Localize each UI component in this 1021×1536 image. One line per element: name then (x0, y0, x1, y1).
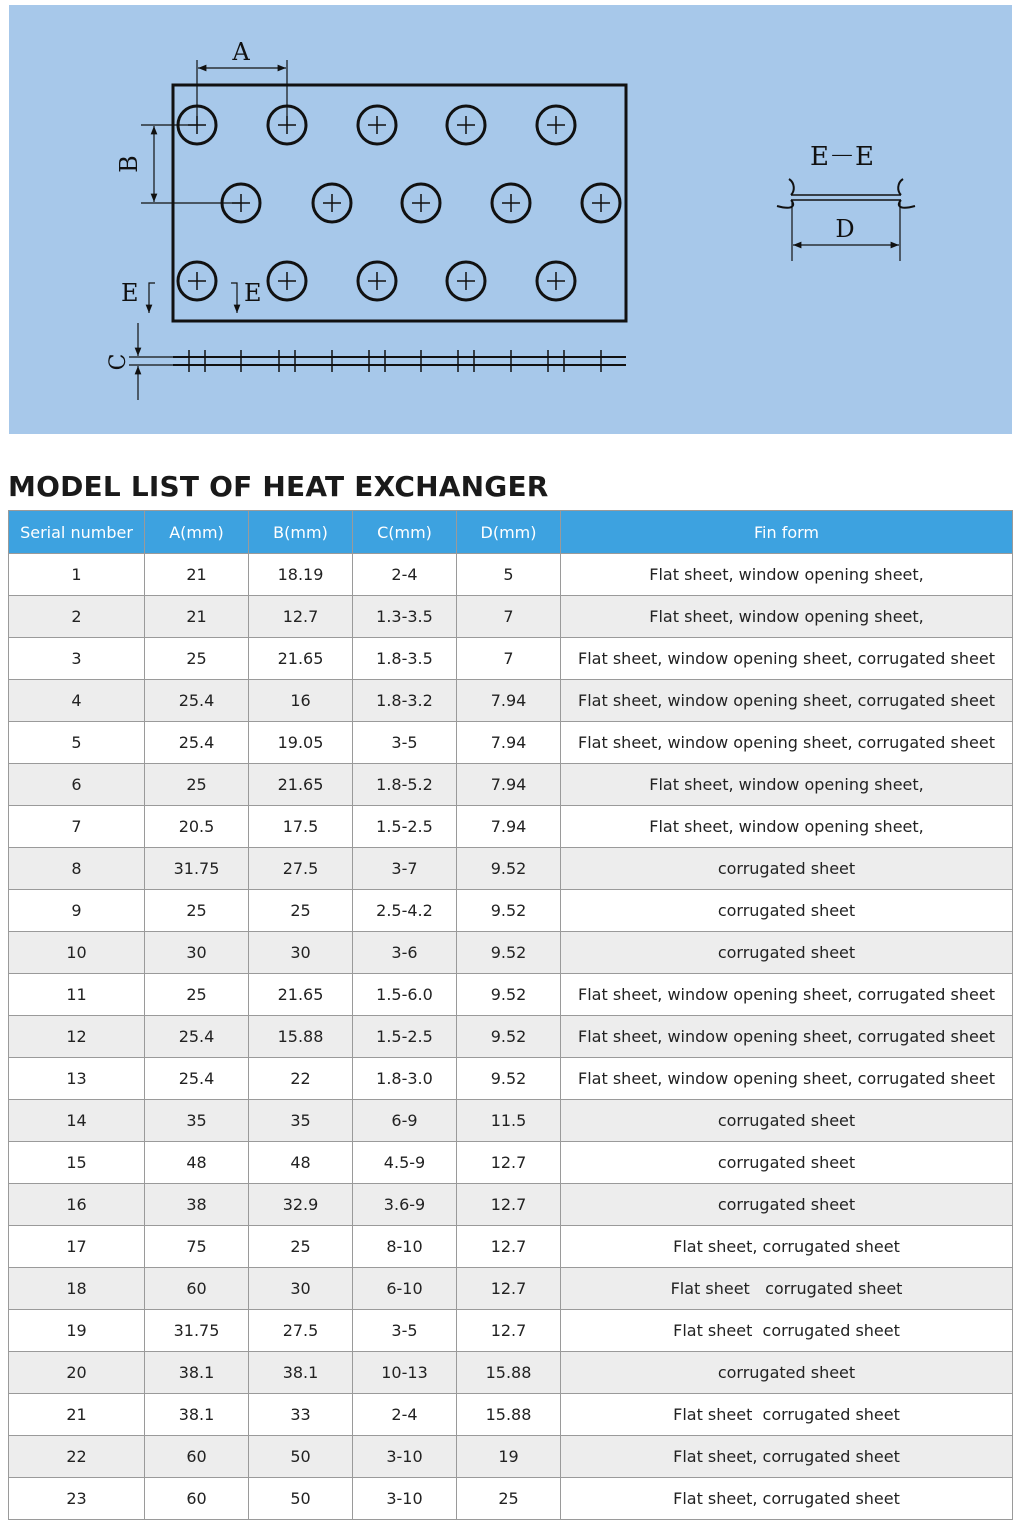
tube-hole (492, 184, 530, 222)
section-marker-right (231, 279, 262, 313)
table-cell-d-mm: 12.7 (457, 1184, 561, 1226)
column-header-c-mm: C(mm) (353, 511, 457, 554)
table-row (9, 1310, 1013, 1352)
fin-side-profile (173, 350, 626, 372)
table-cell-fin-form: Flat sheet, window opening sheet, corrugated sheet (561, 722, 1013, 764)
table-cell-fin-form: Flat sheet, window opening sheet, corrugated sheet (561, 1016, 1013, 1058)
table-cell-fin-form: corrugated sheet (561, 848, 1013, 890)
section-e-e (777, 142, 915, 261)
table-cell-b-mm: 27.5 (249, 848, 353, 890)
table-cell-a-mm: 25 (145, 974, 249, 1016)
table-cell-b-mm: 48 (249, 1142, 353, 1184)
tube-hole (358, 262, 396, 300)
table-cell-fin-form: Flat sheet corrugated sheet (561, 1394, 1013, 1436)
table-cell-serial-number: 10 (9, 932, 145, 974)
table-row (9, 1352, 1013, 1394)
table-cell-fin-form: Flat sheet, window opening sheet, (561, 806, 1013, 848)
table-cell-b-mm: 25 (249, 890, 353, 932)
table-cell-serial-number: 18 (9, 1268, 145, 1310)
table-row (9, 1394, 1013, 1436)
table-cell-b-mm: 21.65 (249, 764, 353, 806)
section-marker-left-label: E (121, 279, 139, 307)
table-cell-b-mm: 32.9 (249, 1184, 353, 1226)
table-row (9, 806, 1013, 848)
tube-hole (582, 184, 620, 222)
table-cell-a-mm: 21 (145, 554, 249, 596)
table-cell-fin-form: Flat sheet, window opening sheet, corrugated sheet (561, 680, 1013, 722)
dimension-b-label: B (115, 155, 143, 173)
table-row (9, 638, 1013, 680)
table-row (9, 764, 1013, 806)
table-row (9, 1436, 1013, 1478)
table-row (9, 722, 1013, 764)
table-cell-a-mm: 21 (145, 596, 249, 638)
table-cell-fin-form: Flat sheet corrugated sheet (561, 1268, 1013, 1310)
table-cell-b-mm: 35 (249, 1100, 353, 1142)
dimension-a-label: A (232, 38, 250, 66)
tube-hole (447, 106, 485, 144)
table-cell-c-mm: 1.8-3.0 (353, 1058, 457, 1100)
table-cell-fin-form: corrugated sheet (561, 1352, 1013, 1394)
table-cell-serial-number: 8 (9, 848, 145, 890)
table-cell-c-mm: 1.8-3.2 (353, 680, 457, 722)
table-row (9, 932, 1013, 974)
table-cell-c-mm: 3.6-9 (353, 1184, 457, 1226)
table-cell-d-mm: 25 (457, 1478, 561, 1520)
dimension-c-label: C (106, 353, 131, 371)
fin-diagram-panel (9, 5, 1012, 434)
table-cell-fin-form: Flat sheet, corrugated sheet (561, 1436, 1013, 1478)
table-cell-d-mm: 12.7 (457, 1226, 561, 1268)
table-cell-b-mm: 21.65 (249, 974, 353, 1016)
table-cell-c-mm: 6-10 (353, 1268, 457, 1310)
table-cell-a-mm: 75 (145, 1226, 249, 1268)
table-row (9, 554, 1013, 596)
table-cell-fin-form: Flat sheet, window opening sheet, corrugated sheet (561, 1058, 1013, 1100)
table-cell-d-mm: 15.88 (457, 1352, 561, 1394)
tube-hole (402, 184, 440, 222)
model-table (8, 510, 1013, 1520)
table-cell-fin-form: Flat sheet, corrugated sheet (561, 1478, 1013, 1520)
table-cell-c-mm: 8-10 (353, 1226, 457, 1268)
tube-hole (178, 262, 216, 300)
table-cell-a-mm: 60 (145, 1436, 249, 1478)
table-cell-a-mm: 20.5 (145, 806, 249, 848)
table-cell-d-mm: 12.7 (457, 1142, 561, 1184)
fin-plate-diagram (9, 5, 1012, 434)
table-cell-serial-number: 12 (9, 1016, 145, 1058)
table-cell-b-mm: 30 (249, 1268, 353, 1310)
table-cell-fin-form: corrugated sheet (561, 1142, 1013, 1184)
table-cell-c-mm: 4.5-9 (353, 1142, 457, 1184)
table-cell-serial-number: 23 (9, 1478, 145, 1520)
table-cell-c-mm: 6-9 (353, 1100, 457, 1142)
table-cell-d-mm: 9.52 (457, 890, 561, 932)
table-cell-d-mm: 7.94 (457, 806, 561, 848)
table-cell-fin-form: Flat sheet, window opening sheet, (561, 554, 1013, 596)
table-cell-d-mm: 7 (457, 638, 561, 680)
table-cell-serial-number: 22 (9, 1436, 145, 1478)
table-cell-b-mm: 16 (249, 680, 353, 722)
section-marker-right-label: E (244, 279, 262, 307)
table-row (9, 1184, 1013, 1226)
table-cell-c-mm: 10-13 (353, 1352, 457, 1394)
table-cell-b-mm: 50 (249, 1436, 353, 1478)
table-cell-c-mm: 2-4 (353, 554, 457, 596)
column-header-d-mm: D(mm) (457, 511, 561, 554)
table-cell-a-mm: 25 (145, 890, 249, 932)
table-cell-fin-form: corrugated sheet (561, 890, 1013, 932)
table-cell-serial-number: 19 (9, 1310, 145, 1352)
table-header-row (9, 511, 1013, 554)
table-cell-fin-form: Flat sheet, window opening sheet, corrugated sheet (561, 638, 1013, 680)
table-row (9, 680, 1013, 722)
table-cell-b-mm: 17.5 (249, 806, 353, 848)
table-cell-b-mm: 38.1 (249, 1352, 353, 1394)
dimension-b (115, 125, 241, 203)
table-cell-b-mm: 33 (249, 1394, 353, 1436)
table-cell-a-mm: 38.1 (145, 1394, 249, 1436)
table-cell-fin-form: Flat sheet, window opening sheet, (561, 764, 1013, 806)
table-cell-b-mm: 18.19 (249, 554, 353, 596)
table-row (9, 1268, 1013, 1310)
table-row (9, 974, 1013, 1016)
column-header-b-mm: B(mm) (249, 511, 353, 554)
table-cell-d-mm: 5 (457, 554, 561, 596)
table-cell-a-mm: 25.4 (145, 680, 249, 722)
table-cell-a-mm: 25 (145, 638, 249, 680)
table-cell-b-mm: 27.5 (249, 1310, 353, 1352)
table-cell-serial-number: 7 (9, 806, 145, 848)
table-cell-serial-number: 5 (9, 722, 145, 764)
tube-hole (268, 262, 306, 300)
table-cell-d-mm: 7 (457, 596, 561, 638)
table-cell-d-mm: 9.52 (457, 848, 561, 890)
table-cell-serial-number: 13 (9, 1058, 145, 1100)
table-cell-c-mm: 1.8-3.5 (353, 638, 457, 680)
table-cell-c-mm: 1.5-2.5 (353, 1016, 457, 1058)
table-row (9, 1016, 1013, 1058)
tube-hole (358, 106, 396, 144)
table-cell-serial-number: 14 (9, 1100, 145, 1142)
tube-hole (313, 184, 351, 222)
table-row (9, 1142, 1013, 1184)
table-cell-serial-number: 9 (9, 890, 145, 932)
table-cell-d-mm: 12.7 (457, 1268, 561, 1310)
table-cell-a-mm: 60 (145, 1268, 249, 1310)
table-body (9, 554, 1013, 1520)
tube-hole (447, 262, 485, 300)
table-cell-fin-form: Flat sheet, corrugated sheet (561, 1226, 1013, 1268)
table-row (9, 1478, 1013, 1520)
table-cell-d-mm: 11.5 (457, 1100, 561, 1142)
table-row (9, 848, 1013, 890)
table-cell-c-mm: 1.3-3.5 (353, 596, 457, 638)
table-row (9, 890, 1013, 932)
table-cell-a-mm: 30 (145, 932, 249, 974)
table-cell-b-mm: 19.05 (249, 722, 353, 764)
table-cell-a-mm: 31.75 (145, 1310, 249, 1352)
section-e-e-title: E－E (810, 142, 874, 172)
tube-hole (537, 262, 575, 300)
table-cell-fin-form: corrugated sheet (561, 1100, 1013, 1142)
table-cell-a-mm: 60 (145, 1478, 249, 1520)
table-cell-serial-number: 2 (9, 596, 145, 638)
tube-hole-pattern (178, 106, 620, 300)
table-cell-c-mm: 3-5 (353, 722, 457, 764)
table-cell-fin-form: Flat sheet corrugated sheet (561, 1310, 1013, 1352)
table-cell-b-mm: 30 (249, 932, 353, 974)
table-cell-a-mm: 48 (145, 1142, 249, 1184)
table-row (9, 1100, 1013, 1142)
table-cell-a-mm: 25.4 (145, 722, 249, 764)
table-cell-d-mm: 7.94 (457, 722, 561, 764)
section-marker-left (121, 279, 155, 313)
table-cell-b-mm: 22 (249, 1058, 353, 1100)
table-cell-a-mm: 38.1 (145, 1352, 249, 1394)
dimension-d-label: D (835, 215, 855, 243)
table-cell-d-mm: 12.7 (457, 1310, 561, 1352)
dimension-c (106, 323, 173, 400)
table-cell-serial-number: 21 (9, 1394, 145, 1436)
table-row (9, 596, 1013, 638)
table-cell-b-mm: 50 (249, 1478, 353, 1520)
table-cell-a-mm: 38 (145, 1184, 249, 1226)
table-cell-c-mm: 3-5 (353, 1310, 457, 1352)
table-cell-fin-form: Flat sheet, window opening sheet, corrugated sheet (561, 974, 1013, 1016)
table-cell-c-mm: 1.5-2.5 (353, 806, 457, 848)
column-header-a-mm: A(mm) (145, 511, 249, 554)
table-cell-serial-number: 20 (9, 1352, 145, 1394)
table-row (9, 1226, 1013, 1268)
table-cell-c-mm: 3-6 (353, 932, 457, 974)
table-cell-a-mm: 31.75 (145, 848, 249, 890)
table-cell-d-mm: 9.52 (457, 1016, 561, 1058)
table-cell-a-mm: 25.4 (145, 1058, 249, 1100)
table-cell-b-mm: 25 (249, 1226, 353, 1268)
tube-hole (537, 106, 575, 144)
table-cell-c-mm: 2-4 (353, 1394, 457, 1436)
table-cell-c-mm: 3-7 (353, 848, 457, 890)
table-cell-c-mm: 3-10 (353, 1436, 457, 1478)
table-cell-serial-number: 11 (9, 974, 145, 1016)
table-row (9, 1058, 1013, 1100)
table-cell-b-mm: 12.7 (249, 596, 353, 638)
table-cell-a-mm: 25.4 (145, 1016, 249, 1058)
table-cell-c-mm: 1.5-6.0 (353, 974, 457, 1016)
table-cell-d-mm: 7.94 (457, 764, 561, 806)
table-cell-b-mm: 21.65 (249, 638, 353, 680)
table-cell-d-mm: 9.52 (457, 974, 561, 1016)
table-cell-d-mm: 15.88 (457, 1394, 561, 1436)
table-cell-serial-number: 1 (9, 554, 145, 596)
table-cell-d-mm: 9.52 (457, 932, 561, 974)
table-cell-serial-number: 17 (9, 1226, 145, 1268)
table-cell-serial-number: 4 (9, 680, 145, 722)
table-cell-serial-number: 3 (9, 638, 145, 680)
table-cell-fin-form: corrugated sheet (561, 932, 1013, 974)
table-cell-serial-number: 16 (9, 1184, 145, 1226)
table-cell-c-mm: 3-10 (353, 1478, 457, 1520)
table-cell-b-mm: 15.88 (249, 1016, 353, 1058)
column-header-fin-form: Fin form (561, 511, 1013, 554)
table-cell-fin-form: corrugated sheet (561, 1184, 1013, 1226)
table-cell-serial-number: 6 (9, 764, 145, 806)
table-cell-a-mm: 35 (145, 1100, 249, 1142)
page-title: MODEL LIST OF HEAT EXCHANGER (8, 470, 549, 503)
table-cell-d-mm: 7.94 (457, 680, 561, 722)
table-cell-c-mm: 1.8-5.2 (353, 764, 457, 806)
table-cell-d-mm: 9.52 (457, 1058, 561, 1100)
table-cell-c-mm: 2.5-4.2 (353, 890, 457, 932)
table-cell-a-mm: 25 (145, 764, 249, 806)
table-cell-d-mm: 19 (457, 1436, 561, 1478)
column-header-serial-number: Serial number (9, 511, 145, 554)
table-cell-serial-number: 15 (9, 1142, 145, 1184)
table-cell-fin-form: Flat sheet, window opening sheet, (561, 596, 1013, 638)
